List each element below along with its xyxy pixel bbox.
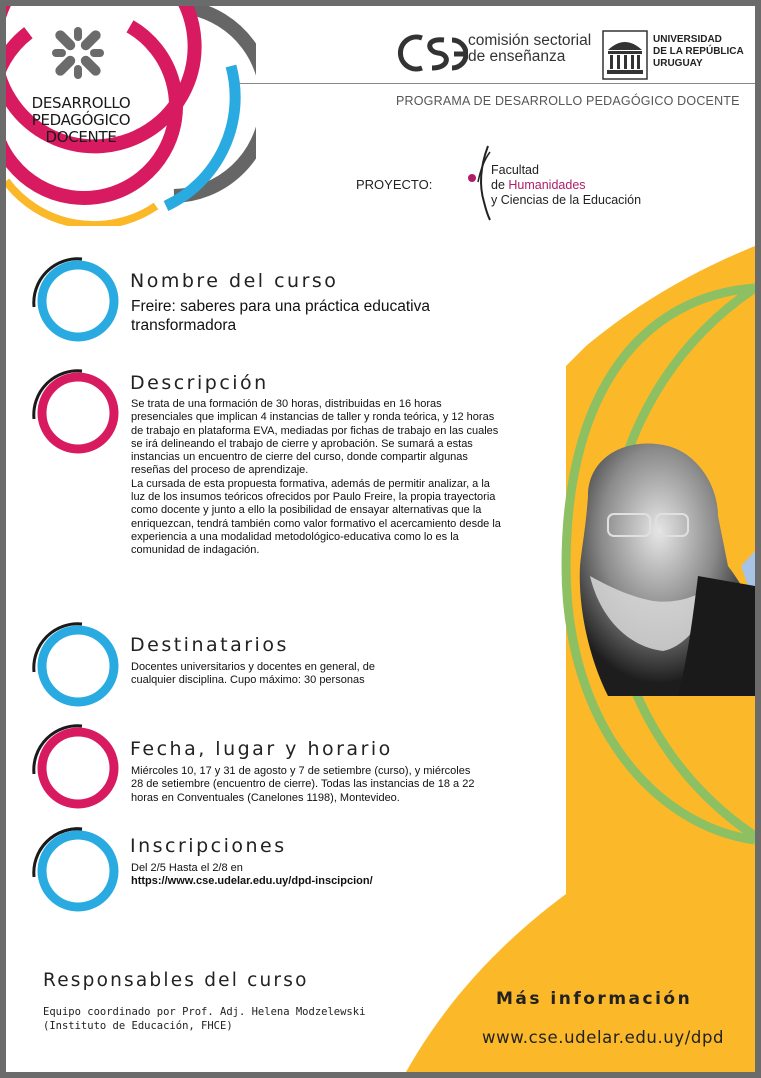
- udelar-line2: DE LA REPÚBLICA: [653, 46, 744, 57]
- cse-line1: comisión sectorial: [468, 32, 592, 49]
- ring-icon-audience: [34, 624, 114, 702]
- flyer-page: [6, 6, 755, 1072]
- udelar-name: [653, 34, 744, 70]
- registration-body: [131, 862, 501, 889]
- section-rings: [26, 251, 136, 851]
- faculty-line2-highlight: Humanidades: [508, 178, 586, 192]
- schedule-heading: Fecha, lugar y horario: [130, 738, 393, 760]
- audience-body: Docentes universitarios y docentes en general, de cualquier disciplina. Cupo máximo: 30 personas: [131, 661, 375, 687]
- description-paragraph-1: Se trata de una formación de 30 horas, distribuidas en 16 horas presenciales que implican 4 instancias de taller y ronda teórica, y 12 horas de trabajo en plataforma EVA, mediadas por fichas de trabajo en las cuales se irá delineando el trabajo de cierre y aprobación. Se sumará a estas instancias un encuentro de cierre del curso, donde compartir algunas reseñas del proceso de aprendizaje.: [131, 398, 499, 477]
- portrait-photo: [568, 436, 755, 696]
- audience-heading: Destinatarios: [130, 634, 289, 656]
- udelar-line1: UNIVERSIDAD: [653, 34, 722, 45]
- logo-title-line1: DESARROLLO: [31, 94, 131, 112]
- ring-icon-registration-full: [26, 821, 136, 921]
- proyecto-label: PROYECTO:: [356, 177, 433, 192]
- faculty-line2-prefix: de: [491, 178, 509, 192]
- course-title-heading: Nombre del curso: [130, 270, 339, 292]
- logo-title-line2: PEDAGÓGICO: [31, 111, 131, 129]
- description-heading: Descripción: [130, 372, 269, 394]
- ring-icon-course: [34, 259, 114, 337]
- logo-title-line3: DOCENTE: [45, 128, 117, 146]
- faculty-line3: y Ciencias de la Educación: [491, 193, 642, 207]
- program-name: PROGRAMA DE DESARROLLO PEDAGÓGICO DOCENTE: [396, 94, 740, 108]
- registration-link[interactable]: https://www.cse.udelar.edu.uy/dpd-inscipcion/: [131, 875, 373, 888]
- fhuce-logo-icon: [464, 142, 494, 222]
- header-divider: [238, 83, 755, 84]
- cse-line2: de enseñanza: [468, 48, 566, 65]
- schedule-body: Miércoles 10, 17 y 31 de agosto y 7 de setiembre (curso), y miércoles 28 de setiembre (encuentro de cierre). Todas las instancias de 18 a 22 horas en Conventuales (Canelones 1198), Montevideo.: [131, 765, 475, 804]
- registration-dates: Del 2/5 Hasta el 2/8 en: [131, 862, 243, 874]
- udelar-logo-icon: [602, 30, 648, 80]
- faculty-line1: Facultad: [491, 163, 539, 177]
- responsables-heading: Responsables del curso: [43, 970, 309, 991]
- description-paragraph-2: La cursada de esta propuesta formativa, además de permitir analizar, a la luz de los insumos teóricos ofrecidos por Paulo Freire, la propia trayectoria como docente y junto a ello la posibilidad de ensayar alternativas que la enriquezcan, tendrá también como valor formativo el acercamiento desde la experiencia a una modalidad metodológico-educativa como lo es la comunidad de indagación.: [131, 477, 501, 557]
- registration-heading: Inscripciones: [130, 835, 287, 857]
- udelar-line3: URUGUAY: [653, 58, 703, 69]
- description-body: [131, 398, 501, 558]
- course-name: Freire: saberes para una práctica educativa transformadora: [131, 298, 430, 334]
- responsables-body: Equipo coordinado por Prof. Adj. Helena Modzelewski (Instituto de Educación, FHCE): [43, 1006, 366, 1032]
- faculty-line2: [491, 178, 641, 193]
- cse-logo-icon: [394, 32, 468, 74]
- ring-icon-description: [34, 371, 114, 449]
- ring-icon-schedule: [34, 726, 114, 804]
- more-info-link[interactable]: www.cse.udelar.edu.uy/dpd: [482, 1028, 725, 1047]
- cse-name: [468, 33, 591, 65]
- more-info-heading: Más información: [496, 989, 693, 1009]
- faculty-name: [491, 163, 641, 208]
